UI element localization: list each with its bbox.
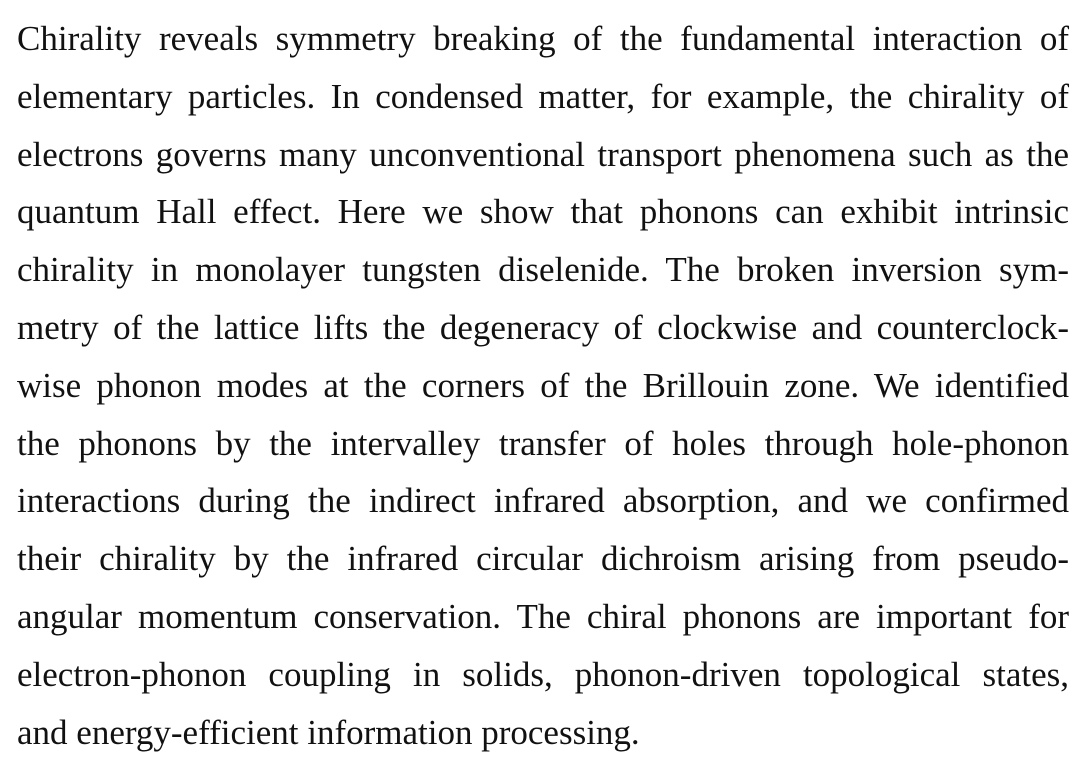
abstract-line-2: elementary particles. In condensed matter, for example, the chirality of: [17, 76, 1069, 116]
abstract-line-3: electrons governs many unconventional transport phenomena such as the: [17, 134, 1069, 174]
abstract-line-1: Chirality reveals symmetry breaking of the fundamental interaction of: [17, 19, 1069, 58]
abstract-line-11: angular momentum conservation. The chiral phonons are important for: [17, 596, 1069, 636]
abstract-line-6: metry of the lattice lifts the degeneracy of clockwise and counterclock-: [17, 307, 1069, 347]
abstract-line-10: their chirality by the infrared circular dichroism arising from pseudo-: [17, 539, 1069, 579]
abstract-line-8: the phonons by the intervalley transfer of holes through hole-phonon: [17, 423, 1069, 463]
abstract-line-13: and energy-efficient information processing.: [17, 712, 640, 752]
abstract-line-5: chirality in monolayer tungsten diselenide. The broken inversion sym-: [17, 250, 1069, 290]
abstract-line-9: interactions during the indirect infrared absorption, and we confirmed: [17, 481, 1069, 521]
abstract-line-7: wise phonon modes at the corners of the Brillouin zone. We identified: [17, 365, 1069, 405]
abstract-line-4: quantum Hall effect. Here we show that phonons can exhibit intrinsic: [17, 192, 1069, 232]
abstract-line-12: electron-phonon coupling in solids, phonon-driven topological states,: [17, 654, 1069, 694]
abstract-paragraph: [17, 10, 1069, 761]
